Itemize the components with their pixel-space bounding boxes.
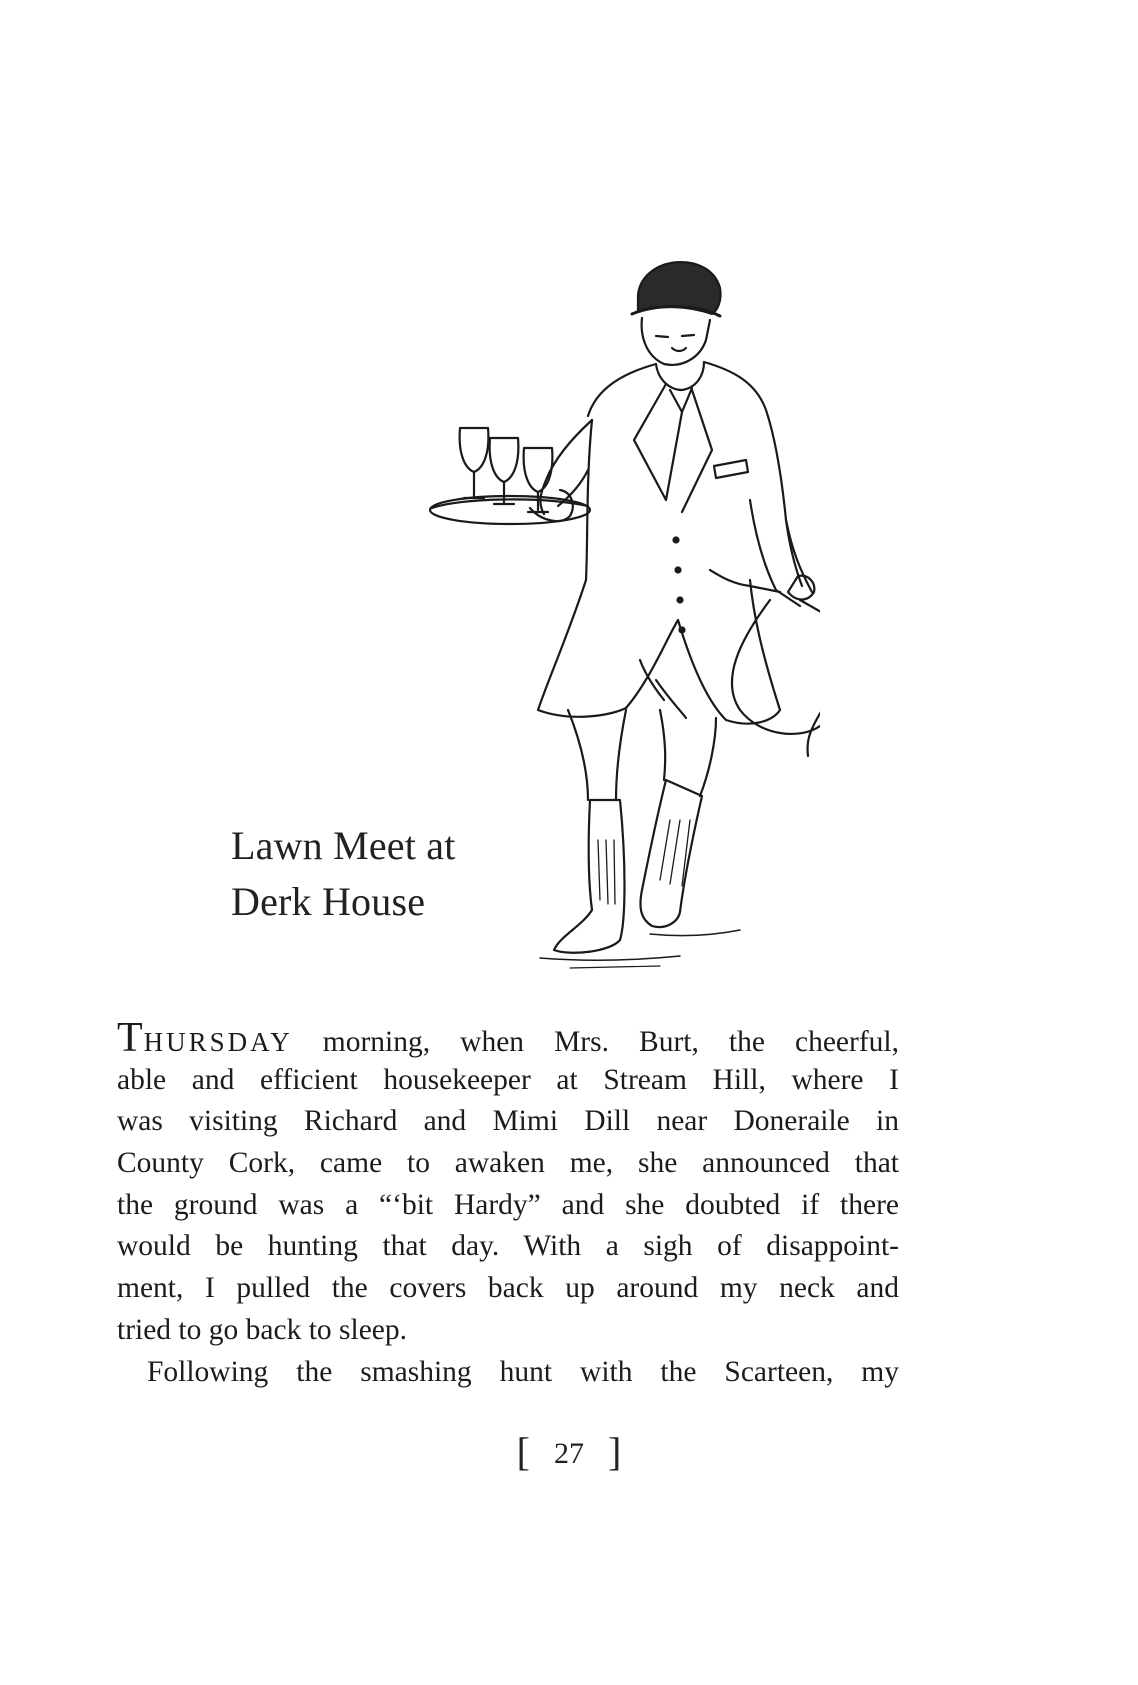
page-number-value: 27	[554, 1437, 584, 1470]
chapter-title	[231, 818, 456, 930]
right-bracket: ]	[608, 1429, 622, 1474]
paragraph-line: would be hunting that day. With a sigh of disappoint-	[117, 1230, 899, 1263]
paragraph-line: was visiting Richard and Mimi Dill near Doneraile in	[117, 1105, 899, 1138]
paragraph-line: County Cork, came to awaken me, she announced that	[117, 1147, 899, 1180]
paragraph-line	[117, 1015, 899, 1061]
huntsman-illustration	[420, 240, 820, 980]
page-number	[0, 1428, 1138, 1475]
chapter-title-line-1: Lawn Meet at	[231, 823, 456, 868]
opening-small-caps: HURSDAY	[143, 1027, 293, 1057]
paragraph-line: the ground was a “‘bit Hardy” and she doubted if there	[117, 1188, 899, 1221]
paragraph-line: ment, I pulled the covers back up around my neck and	[117, 1272, 899, 1305]
paragraph-line: tried to go back to sleep.	[117, 1313, 408, 1346]
left-bracket: [	[516, 1429, 530, 1474]
paragraph-line: Following the smashing hunt with the Scarteen, my	[147, 1355, 899, 1388]
opening-capital: T	[117, 1015, 144, 1061]
body-text	[117, 1015, 899, 1393]
paragraph-line: able and efficient housekeeper at Stream Hill, where I	[117, 1063, 899, 1096]
paragraph-line-text: morning, when Mrs. Burt, the cheerful,	[292, 1026, 899, 1058]
chapter-title-line-2: Derk House	[231, 879, 426, 924]
